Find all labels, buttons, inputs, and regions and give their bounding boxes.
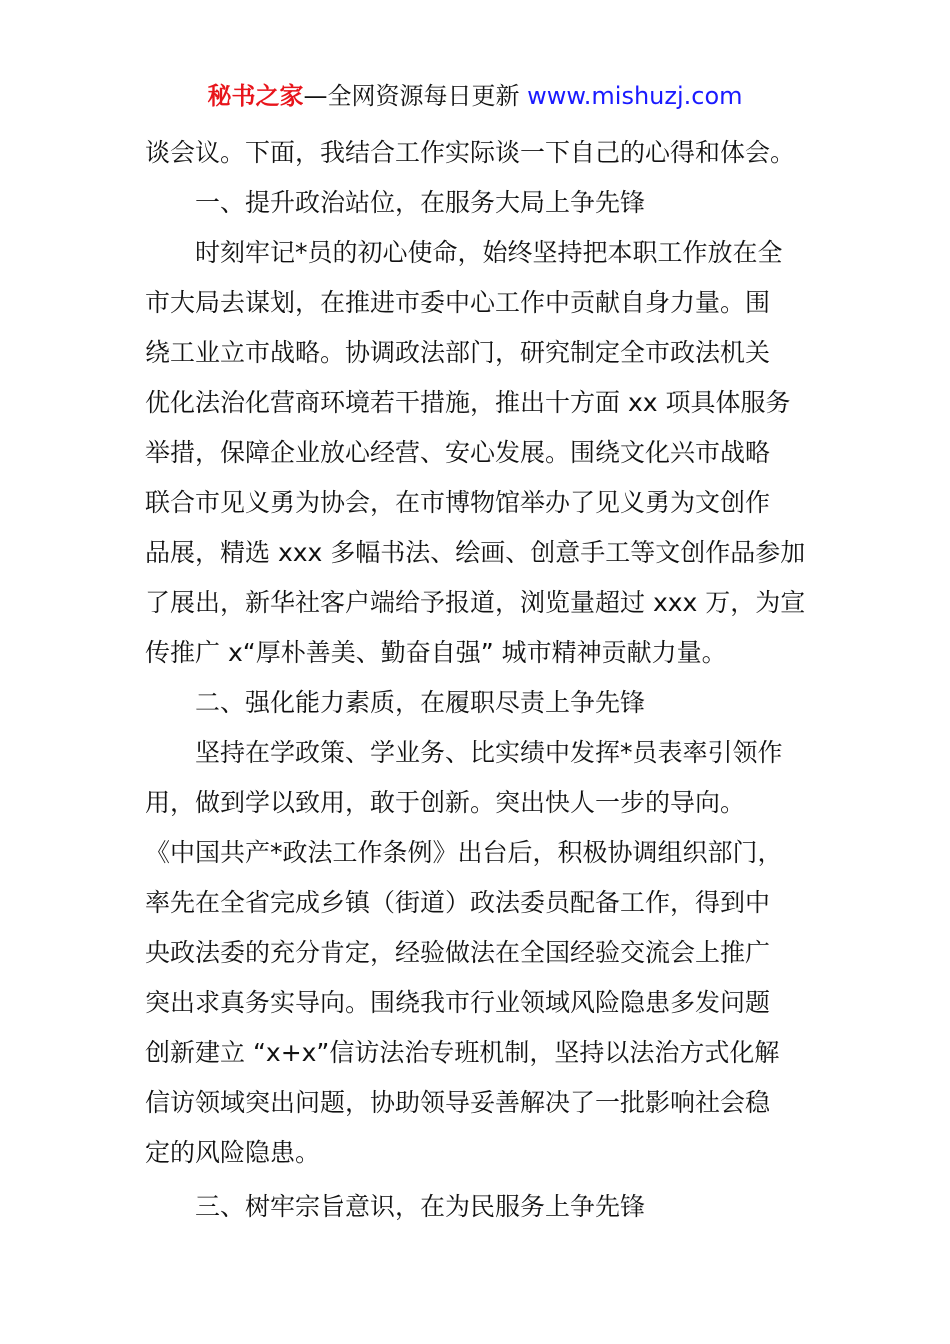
- site-banner: [0, 80, 950, 112]
- section-heading-3: 三、树牢宗旨意识，在为民服务上争先锋: [195, 1192, 646, 1221]
- section-heading-1: 一、提升政治站位，在服务大局上争先锋: [195, 188, 646, 217]
- paragraph-line: 《中国共产*政法工作条例》出台后，积极协调组织部门，: [145, 838, 783, 867]
- brand-name: 秘书之家: [207, 82, 304, 110]
- paragraph-line: 用，做到学以致用，敢于创新。突出快人一步的导向。: [145, 788, 746, 817]
- paragraph-line: 了展出，新华社客户端给予报道，浏览量超过 xxx 万，为宣: [145, 588, 806, 617]
- paragraph-line: 坚持在学政策、学业务、比实绩中发挥*员表率引领作: [195, 738, 783, 767]
- paragraph-line: 举措，保障企业放心经营、安心发展。围绕文化兴市战略: [145, 438, 771, 467]
- paragraph-line: 绕工业立市战略。协调政法部门，研究制定全市政法机关: [145, 338, 771, 367]
- paragraph-line: 优化法治化营商环境若干措施，推出十方面 xx 项具体服务: [145, 388, 791, 417]
- paragraph-line: 创新建立 “x+x”信访法治专班机制，坚持以法治方式化解: [145, 1038, 780, 1067]
- paragraph-line: 市大局去谋划，在推进市委中心工作中贡献自身力量。围: [145, 288, 771, 317]
- paragraph-line: 央政法委的充分肯定，经验做法在全国经验交流会上推广: [145, 938, 771, 967]
- paragraph-line: 谈会议。下面，我结合工作实际谈一下自己的心得和体会。: [145, 138, 796, 167]
- document-body: [145, 128, 810, 1232]
- paragraph-line: 品展，精选 xxx 多幅书法、绘画、创意手工等文创作品参加: [145, 538, 806, 567]
- paragraph-line: 突出求真务实导向。围绕我市行业领域风险隐患多发问题: [145, 988, 771, 1017]
- paragraph-line: 定的风险隐患。: [145, 1138, 321, 1167]
- paragraph-line: 信访领域突出问题，协助领导妥善解决了一批影响社会稳: [145, 1088, 771, 1117]
- section-heading-2: 二、强化能力素质，在履职尽责上争先锋: [195, 688, 646, 717]
- paragraph-line: 时刻牢记*员的初心使命，始终坚持把本职工作放在全: [195, 238, 783, 267]
- paragraph-line: 率先在全省完成乡镇（街道）政法委员配备工作，得到中: [145, 888, 771, 917]
- paragraph-line: 传推广 x“厚朴善美、勤奋自强” 城市精神贡献力量。: [145, 638, 727, 667]
- site-url[interactable]: www.mishuzj.com: [527, 82, 743, 110]
- banner-tagline: —全网资源每日更新: [303, 82, 520, 110]
- paragraph-line: 联合市见义勇为协会，在市博物馆举办了见义勇为文创作: [145, 488, 771, 517]
